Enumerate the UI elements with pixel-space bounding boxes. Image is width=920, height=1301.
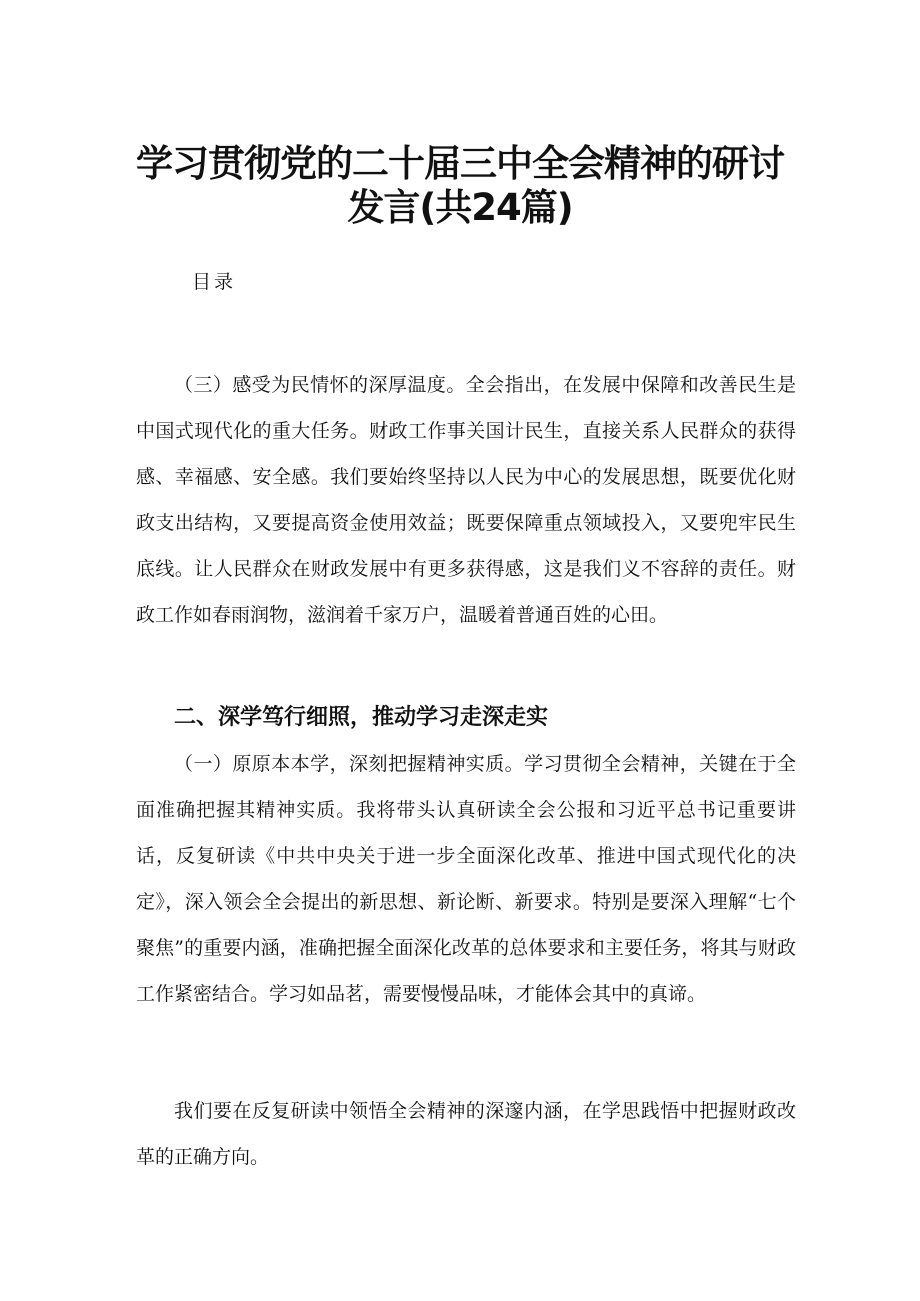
table-of-contents-label: 目录 (192, 271, 237, 293)
paragraph-people-livelihood: （三）感受为民情怀的深厚温度。全会指出，在发展中保障和改善民生是中国式现代化的重大任务。财政工作事关国计民生，直接关系人民群众的获得感、幸福感、安全感。我们要始终坚持以人民为中心的发展思想，既要优化财政支出结构，又要提高资金使用效益；既要保障重点领域投入，又要兜牢民生底线。让人民群众在财政发展中有更多获得感，这是我们义不容辞的责任。财政工作如春雨润物，滋润着千家万户，温暖着普通百姓的心田。 (136, 374, 796, 626)
paragraph-study-essence: （一）原原本本学，深刻把握精神实质。学习贯彻全会精神，关键在于全面准确把握其精神实质。我将带头认真研读全会公报和习近平总书记重要讲话，反复研读《中共中央关于进一步全面深化改革、推进中国式现代化的决定》，深入领会全会提出的新思想、新论断、新要求。特别是要深入理解“七个聚焦”的重要内涵，准确把握全面深化改革的总体要求和主要任务，将其与财政工作紧密结合。学习如品茗，需要慢慢品味，才能体会其中的真谛。 (136, 753, 796, 1005)
document-title-line-1: 学习贯彻党的二十届三中全会精神的研讨 (136, 142, 784, 185)
section-heading: 二、深学笃行细照，推动学习走深走实 (174, 705, 549, 730)
paragraph-reform-direction: 我们要在反复研读中领悟全会精神的深邃内涵，在学思践悟中把握财政改革的正确方向。 (136, 1100, 796, 1168)
document-title-line-2: 发言(共24篇) (347, 186, 573, 229)
